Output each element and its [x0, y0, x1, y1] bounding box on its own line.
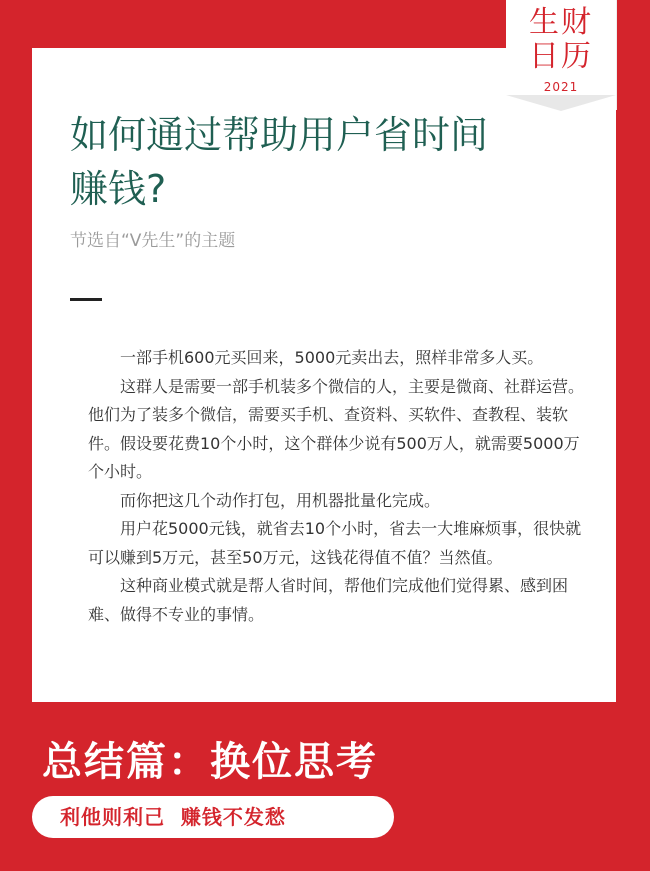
badge-fold [506, 95, 616, 111]
brand-badge [506, 0, 617, 110]
badge-line1: 生财 [529, 5, 593, 40]
paragraph: 用户花5000元钱，就省去10个小时，省去一大堆麻烦事，很快就可以赚到5万元，甚至50万元，这钱花得值不值？当然值。 [88, 519, 582, 567]
paragraph: 而你把这几个动作打包，用机器批量化完成。 [120, 490, 441, 510]
article-title: 如何通过帮助用户省时间赚钱? [70, 113, 489, 211]
paragraph: 一部手机600元买回来，5000元卖出去，照样非常多人买。 [120, 348, 544, 367]
tagline-text: 利他则利己 赚钱不发愁 [60, 805, 286, 829]
summary-heading: 总结篇：换位思考 [42, 739, 378, 785]
article-body [88, 344, 588, 629]
article-subtitle: 节选自“V先生”的主题 [70, 231, 236, 251]
badge-logo-text [506, 6, 616, 74]
paragraph: 这群人是需要一部手机装多个微信的人，主要是微商、社群运营。他们为了装多个微信，需要买手机、查资料、买软件、查教程、装软件。假设要花费10个小时，这个群体少说有500万人，就需要5000万个小时。 [88, 376, 585, 481]
divider-rule [70, 298, 102, 301]
badge-line2: 日历 [529, 39, 593, 74]
badge-year: 2021 [543, 80, 579, 94]
tagline-pill [32, 796, 394, 838]
paragraph: 这种商业模式就是帮人省时间，帮他们完成他们觉得累、感到困难、做得不专业的事情。 [88, 576, 569, 624]
